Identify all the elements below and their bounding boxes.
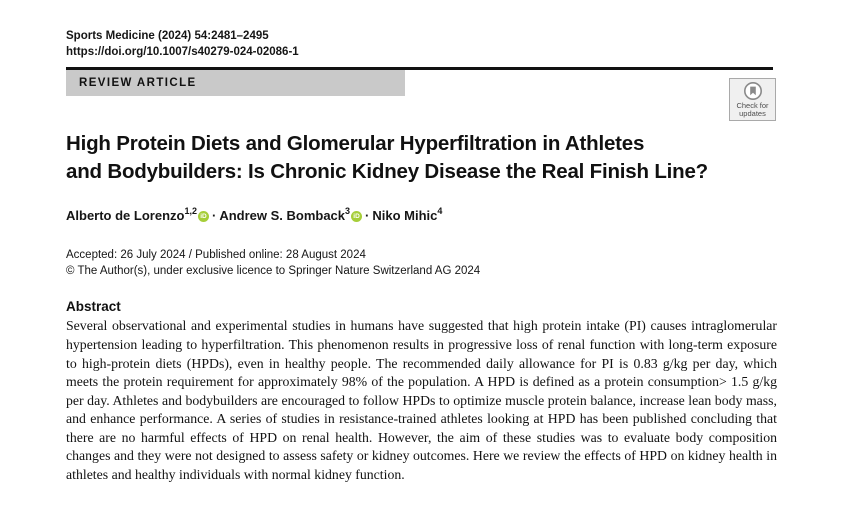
author-2-affiliations: 3	[345, 206, 351, 216]
title-line-2: and Bodybuilders: Is Chronic Kidney Disease the Real Finish Line?	[66, 160, 708, 183]
check-updates-label: Check for updates	[736, 101, 769, 118]
author-separator: ·	[211, 208, 217, 224]
journal-citation: Sports Medicine (2024) 54:2481–2495	[66, 30, 269, 42]
author-list	[66, 207, 777, 223]
abstract-text: Several observational and experimental studies in humans have suggested that high protein intake (PI) causes intraglomerular hypertension leading to hyperfiltration. This phenomenon results in progressive loss of renal function with long-term exposure to high-protein diets (HPDs), even in healthy people. The recommended daily allowance for PI is 0.83 g/kg per day, which meets the protein requirement for approximately 98% of the population. A HPD is defined as a protein consumption> 1.5 g/kg per day. Athletes and bodybuilders are encouraged to follow HPDs to optimize muscle protein balance, increase lean body mass, and enhance performance. A series of studies in resistance-trained athletes looking at HPD has been published concluding that there are no harmful effects of HPD on renal health. However, the aim of these studies was to evaluate body composition changes and they were not designed to assess safety or kidney outcomes. Here we review the effects of HPD on kidney health in athletes and healthy individuals with normal kidney function.	[66, 318, 777, 483]
page-header	[66, 28, 777, 60]
author-3-affiliations: 4	[437, 206, 443, 216]
article-title	[66, 130, 777, 186]
dates-line: Accepted: 26 July 2024 / Published online: 28 August 2024	[66, 249, 366, 262]
author-1-affiliations: 1,2	[184, 206, 197, 216]
orcid-icon[interactable]: iD	[198, 211, 209, 222]
abstract-heading: Abstract	[66, 299, 121, 315]
crossmark-bookmark-icon	[743, 81, 763, 101]
doi-link[interactable]: https://doi.org/10.1007/s40279-024-02086-1	[66, 46, 299, 58]
author-1: Alberto de Lorenzo$^{1,2}$iD	[66, 208, 209, 223]
article-type-banner	[66, 70, 405, 96]
check-updates-badge[interactable]	[729, 78, 776, 121]
author-3: Niko Mihic$^4$	[372, 206, 443, 224]
article-type-label: REVIEW ARTICLE	[79, 77, 197, 89]
orcid-icon[interactable]: iD	[351, 211, 362, 222]
copyright-line: © The Author(s), under exclusive licence to Springer Nature Switzerland AG 2024	[66, 264, 481, 277]
author-separator: ·	[365, 208, 370, 224]
author-2: Andrew S. Bomback$^3$iD	[219, 208, 362, 223]
title-line-1: High Protein Diets and Glomerular Hyperfiltration in Athletes	[66, 132, 645, 155]
